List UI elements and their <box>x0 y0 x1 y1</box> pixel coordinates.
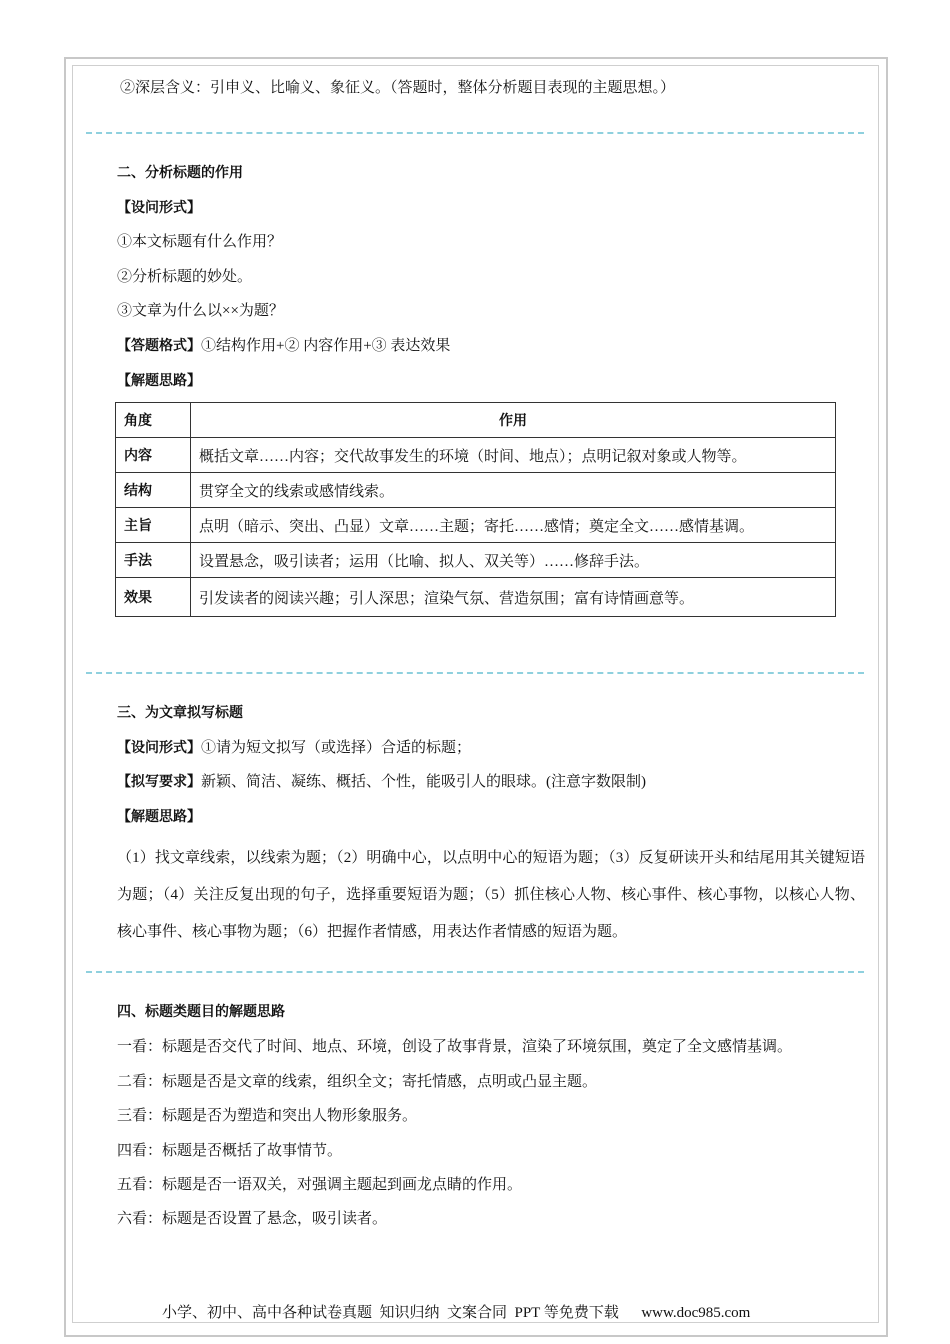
idea-paragraph: （1）找文章线索，以线索为题；（2）明确中心，以点明中心的短语为题；（3）反复研读开头和结尾用其关键短语为题；（4）关注反复出现的句子，选择重要短语为题；（5）抓住核心人物、核心事件、核心事物，以核心人物、核心事件、核心事物为题；（6）把握作者情感，用表达作者情感的短语为题。 <box>117 850 865 940</box>
section3-title: 三、为文章拟写标题 <box>117 705 243 721</box>
table-row <box>116 543 836 578</box>
look-line: 二看：标题是否是文章的线索，组织全文；寄托情感，点明或凸显主题。 <box>117 1074 598 1090</box>
title-function-table <box>115 402 836 617</box>
footer-link[interactable]: www.doc985.com <box>641 1305 751 1321</box>
ask-item: ②分析标题的妙处。 <box>117 269 253 285</box>
look-line: 五看：标题是否一语双关，对强调主题起到画龙点睛的作用。 <box>117 1177 523 1193</box>
table-cell: 概括文章……内容；交代故事发生的环境（时间、地点）；点明记叙对象或人物等。 <box>191 438 836 473</box>
requirement-text: 新颖、简洁、凝练、概括、个性，能吸引人的眼球。(注意字数限制) <box>201 774 646 790</box>
look-line: 六看：标题是否设置了悬念，吸引读者。 <box>117 1211 388 1227</box>
look-line: 一看：标题是否交代了时间、地点、环境，创设了故事背景，渲染了环境氛围，奠定了全文感情基调。 <box>117 1039 793 1055</box>
idea-label: 【解题思路】 <box>117 809 201 825</box>
section4-title: 四、标题类题目的解题思路 <box>117 1004 285 1020</box>
intro-line: ②深层含义：引申义、比喻义、象征义。（答题时，整体分析题目表现的主题思想。） <box>120 80 676 96</box>
table-header: 角度 <box>116 403 191 438</box>
table-cell: 内容 <box>116 438 191 473</box>
format-text: ①结构作用+② 内容作用+③ 表达效果 <box>201 338 451 354</box>
page-border-inner <box>72 65 879 1323</box>
format-label: 【答题格式】 <box>117 338 201 354</box>
look-line: 三看：标题是否为塑造和突出人物形象服务。 <box>117 1108 418 1124</box>
idea-label: 【解题思路】 <box>117 373 201 389</box>
look-line: 四看：标题是否概括了故事情节。 <box>117 1143 343 1159</box>
table-cell: 结构 <box>116 473 191 508</box>
table-cell: 引发读者的阅读兴趣；引人深思；渲染气氛、营造氛围；富有诗情画意等。 <box>191 578 836 617</box>
section2-title: 二、分析标题的作用 <box>117 165 243 181</box>
requirement-label: 【拟写要求】 <box>117 774 201 790</box>
ask-line <box>117 738 471 758</box>
ask-item: ③文章为什么以××为题？ <box>117 303 284 319</box>
table-cell: 主旨 <box>116 508 191 543</box>
table-cell: 贯穿全文的线索或感情线索。 <box>191 473 836 508</box>
table-row <box>116 473 836 508</box>
footer <box>162 1301 750 1322</box>
divider <box>86 971 864 973</box>
table-header: 作用 <box>191 403 836 438</box>
format-line <box>117 336 450 356</box>
ask-text: ①请为短文拟写（或选择）合适的标题； <box>201 740 472 756</box>
requirement-line <box>117 772 646 792</box>
table-header-row <box>116 403 836 438</box>
table-cell: 效果 <box>116 578 191 617</box>
table-row <box>116 508 836 543</box>
footer-text: 小学、初中、高中各种试卷真题 知识归纳 文案合同 PPT 等免费下载 <box>162 1305 619 1321</box>
table-cell: 手法 <box>116 543 191 578</box>
table-row <box>116 578 836 617</box>
divider <box>86 672 864 674</box>
table-row <box>116 438 836 473</box>
ask-item: ①本文标题有什么作用？ <box>117 234 283 250</box>
divider <box>86 132 864 134</box>
ask-label: 【设问形式】 <box>117 740 201 756</box>
table-cell: 设置悬念，吸引读者；运用（比喻、拟人、双关等）……修辞手法。 <box>191 543 836 578</box>
ask-label: 【设问形式】 <box>117 200 201 216</box>
table-cell: 点明（暗示、突出、凸显）文章……主题；寄托……感情；奠定全文……感情基调。 <box>191 508 836 543</box>
